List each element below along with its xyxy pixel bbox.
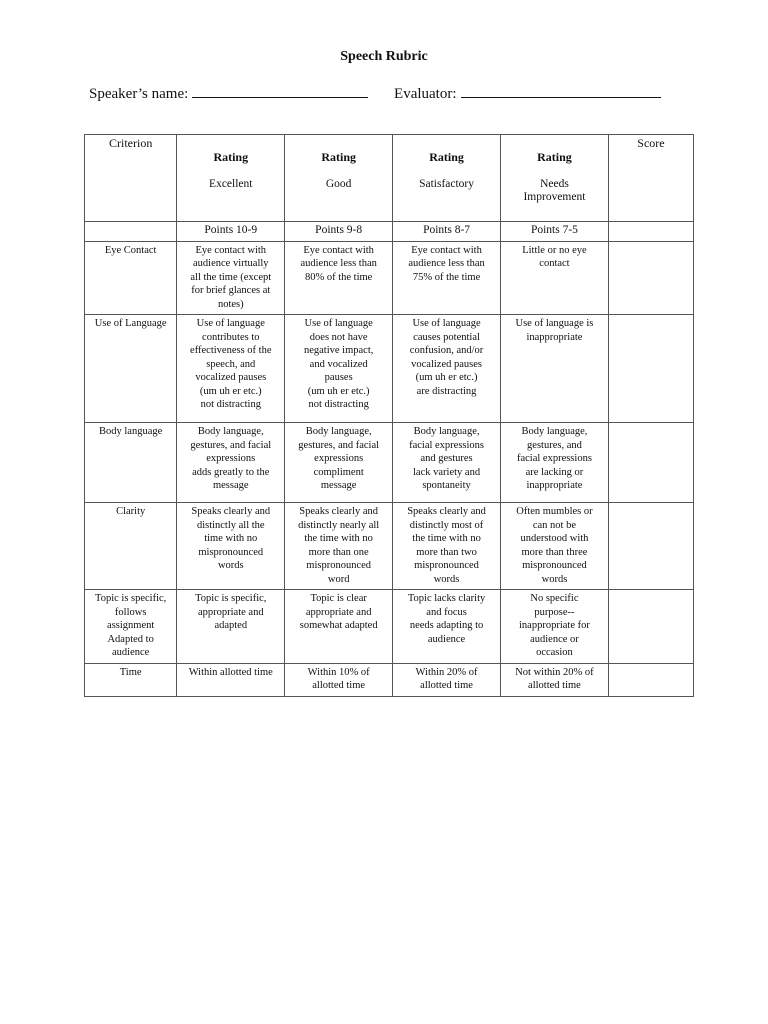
rating-cell: Body language, facial expressions and gestures lack variety and spontaneity bbox=[393, 423, 501, 503]
rating-label: Rating bbox=[537, 149, 572, 164]
rating-cell: Little or no eye contact bbox=[501, 241, 609, 315]
points-cell: Points 8-7 bbox=[393, 222, 501, 242]
header-row bbox=[85, 135, 694, 222]
rating-cell: Speaks clearly and distinctly most of the time with no more than two mispronounced words bbox=[393, 503, 501, 590]
table-row bbox=[85, 590, 694, 664]
page-title: Speech Rubric bbox=[340, 49, 428, 64]
rating-cell: Speaks clearly and distinctly nearly all the time with no more than one mispronounced word bbox=[285, 503, 393, 590]
criterion-cell: Time bbox=[85, 663, 177, 696]
rating-cell: Speaks clearly and distinctly all the time with no mispronounced words bbox=[177, 503, 285, 590]
score-cell[interactable] bbox=[608, 503, 693, 590]
points-cell: Points 9-8 bbox=[285, 222, 393, 242]
rating-cell: Within 10% of allotted time bbox=[285, 663, 393, 696]
rating-level: Needs Improvement bbox=[523, 177, 586, 203]
table-row bbox=[85, 663, 694, 696]
score-cell[interactable] bbox=[608, 241, 693, 315]
criterion-header: Criterion bbox=[85, 135, 177, 222]
speaker-name-field[interactable] bbox=[192, 83, 368, 98]
rating-cell: Use of language contributes to effectiveness of the speech, and vocalized pauses (um uh er etc.) not distracting bbox=[177, 315, 285, 423]
rating-cell: Eye contact with audience virtually all the time (except for brief glances at notes) bbox=[177, 241, 285, 315]
criterion-cell: Eye Contact bbox=[85, 241, 177, 315]
rating-label: Rating bbox=[321, 149, 356, 164]
rating-cell: Within 20% of allotted time bbox=[393, 663, 501, 696]
rating-header-needs-improvement bbox=[501, 135, 609, 222]
rating-cell: Body language, gestures, and facial expressions adds greatly to the message bbox=[177, 423, 285, 503]
rating-header-good bbox=[285, 135, 393, 222]
evaluator-label: Evaluator: bbox=[394, 86, 457, 102]
table-row bbox=[85, 423, 694, 503]
rating-cell: Use of language causes potential confusion, and/or vocalized pauses (um uh er etc.) are distracting bbox=[393, 315, 501, 423]
rating-cell: Eye contact with audience less than 75% of the time bbox=[393, 241, 501, 315]
rubric-table bbox=[84, 134, 694, 697]
points-score-cell bbox=[608, 222, 693, 242]
rating-cell: Use of language is inappropriate bbox=[501, 315, 609, 423]
points-criterion-cell bbox=[85, 222, 177, 242]
score-cell[interactable] bbox=[608, 315, 693, 423]
score-cell[interactable] bbox=[608, 423, 693, 503]
criterion-cell: Body language bbox=[85, 423, 177, 503]
rating-cell: Body language, gestures, and facial expressions compliment message bbox=[285, 423, 393, 503]
table-row bbox=[85, 503, 694, 590]
rating-level: Satisfactory bbox=[419, 177, 475, 190]
points-cell: Points 7-5 bbox=[501, 222, 609, 242]
rating-cell: Topic is clear appropriate and somewhat adapted bbox=[285, 590, 393, 664]
points-row bbox=[85, 222, 694, 242]
rating-cell: No specific purpose-- inappropriate for audience or occasion bbox=[501, 590, 609, 664]
rating-label: Rating bbox=[213, 149, 249, 164]
rating-cell: Not within 20% of allotted time bbox=[501, 663, 609, 696]
criterion-cell: Use of Language bbox=[85, 315, 177, 423]
evaluator-field[interactable] bbox=[461, 83, 661, 98]
score-cell[interactable] bbox=[608, 663, 693, 696]
speaker-name-label: Speaker’s name: bbox=[89, 86, 189, 102]
table-row bbox=[85, 315, 694, 423]
score-header: Score bbox=[608, 135, 693, 222]
criterion-cell: Clarity bbox=[85, 503, 177, 590]
rating-cell: Topic is specific, appropriate and adapted bbox=[177, 590, 285, 664]
score-cell[interactable] bbox=[608, 590, 693, 664]
rating-cell: Topic lacks clarity and focus needs adapting to audience bbox=[393, 590, 501, 664]
rating-cell: Eye contact with audience less than 80% of the time bbox=[285, 241, 393, 315]
rating-level: Excellent bbox=[209, 177, 253, 190]
rating-header-satisfactory bbox=[393, 135, 501, 222]
rating-cell: Often mumbles or can not be understood with more than three mispronounced words bbox=[501, 503, 609, 590]
rating-level: Good bbox=[325, 177, 352, 190]
rating-header-excellent bbox=[177, 135, 285, 222]
points-cell: Points 10-9 bbox=[177, 222, 285, 242]
rating-label: Rating bbox=[429, 149, 464, 164]
header-fields bbox=[89, 83, 661, 103]
table-row bbox=[85, 241, 694, 315]
rating-cell: Body language, gestures, and facial expressions are lacking or inappropriate bbox=[501, 423, 609, 503]
rating-cell: Within allotted time bbox=[177, 663, 285, 696]
criterion-cell: Topic is specific, follows assignment Adapted to audience bbox=[85, 590, 177, 664]
rating-cell: Use of language does not have negative impact, and vocalized pauses (um uh er etc.) not distracting bbox=[285, 315, 393, 423]
